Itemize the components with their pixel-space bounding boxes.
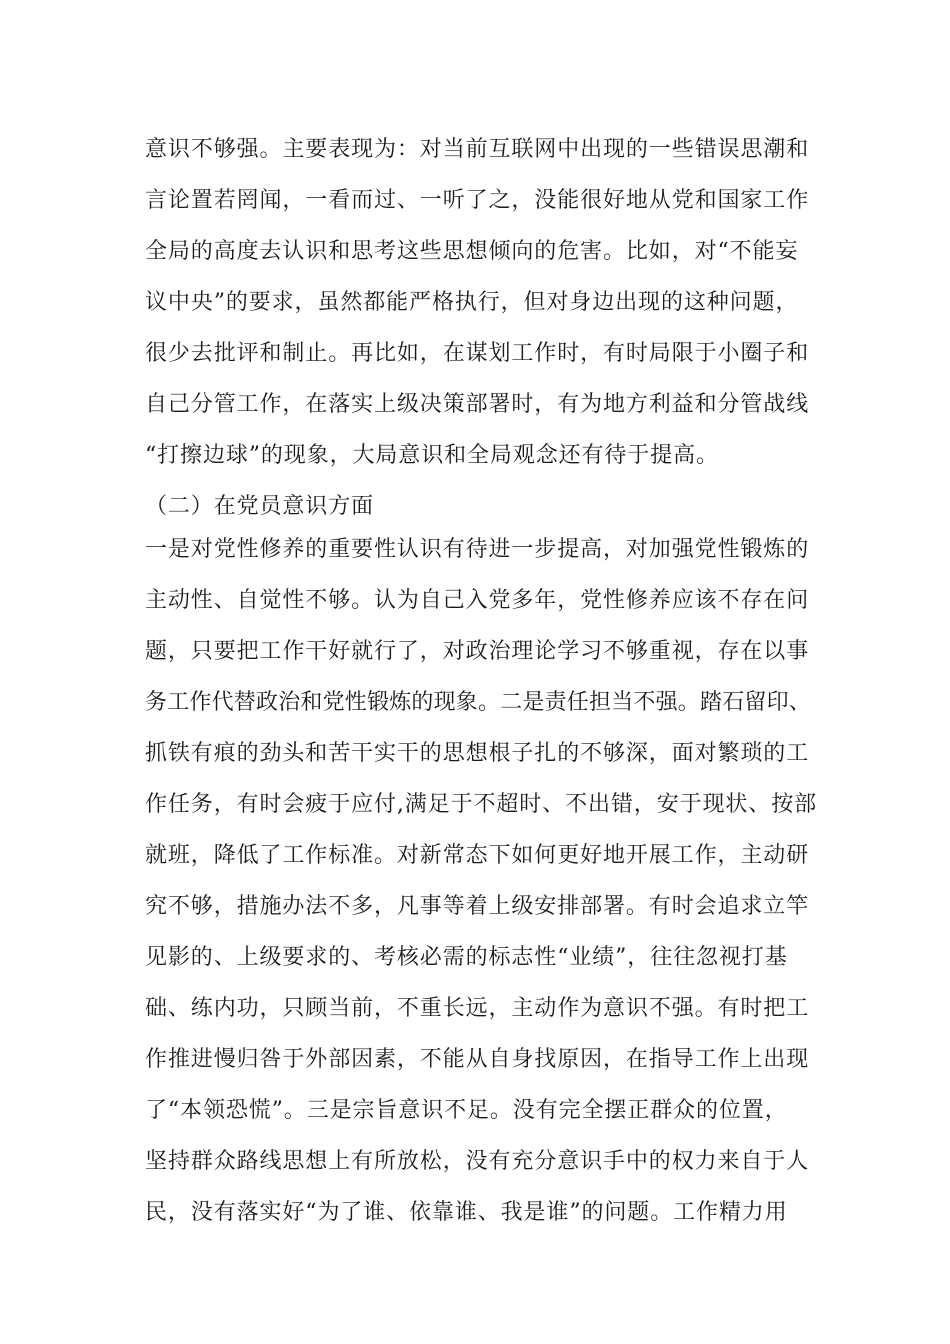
- paragraph-line: 言论置若罔闻，一看而过、一听了之，没能很好地从党和国家工作: [145, 188, 810, 213]
- paragraph-line: 了“本领恐慌”。三是宗旨意识不足。没有完全摆正群众的位置，: [145, 1098, 788, 1123]
- paragraph-line: 题，只要把工作干好就行了，对政治理论学习不够重视，存在以事: [145, 639, 810, 664]
- paragraph-line: 抓铁有痕的劲头和苦干实干的思想根子扎的不够深，面对繁琐的工: [145, 741, 810, 766]
- paragraph-line: 主动性、自觉性不够。认为自己入党多年，党性修养应该不存在问: [145, 588, 810, 613]
- paragraph-line: 础、练内功，只顾当前，不重长远，主动作为意识不强。有时把工: [145, 996, 810, 1021]
- section-heading: （二）在党员意识方面: [145, 494, 375, 519]
- paragraph-line: 议中央”的要求，虽然都能严格执行，但对身边出现的这种问题，: [145, 290, 799, 315]
- paragraph-line: 务工作代替政治和党性锻炼的现象。二是责任担当不强。踏石留印、: [145, 690, 812, 715]
- paragraph-line: 就班，降低了工作标准。对新常态下如何更好地开展工作，主动研: [145, 843, 810, 868]
- paragraph-line: 究不够，措施办法不多，凡事等着上级安排部署。有时会追求立竿: [145, 894, 810, 919]
- paragraph-line: 作推进慢归咎于外部因素，不能从自身找原因，在指导工作上出现: [145, 1047, 810, 1072]
- paragraph-line: 坚持群众路线思想上有所放松，没有充分意识手中的权力来自于人: [145, 1149, 810, 1174]
- paragraph-line: 一是对党性修养的重要性认识有待进一步提高，对加强党性锻炼的: [145, 537, 810, 562]
- paragraph-line: 全局的高度去认识和思考这些思想倾向的危害。比如，对“不能妄: [145, 239, 799, 264]
- paragraph-line: 很少去批评和制止。再比如，在谋划工作时，有时局限于小圈子和: [145, 341, 810, 366]
- paragraph-line: “打擦边球”的现象，大局意识和全局观念还有待于提高。: [145, 443, 719, 468]
- paragraph-line: 民，没有落实好“为了谁、依靠谁、我是谁”的问题。工作精力用: [145, 1200, 788, 1225]
- paragraph-line: 意识不够强。主要表现为：对当前互联网中出现的一些错误思潮和: [145, 137, 810, 162]
- paragraph-line: 见影的、上级要求的、考核必需的标志性“业绩”，往往忽视打基: [145, 945, 788, 970]
- paragraph-line: 自己分管工作，在落实上级决策部署时，有为地方利益和分管战线: [145, 392, 810, 417]
- paragraph-line: 作任务，有时会疲于应付,满足于不超时、不出错，安于现状、按部: [145, 792, 817, 817]
